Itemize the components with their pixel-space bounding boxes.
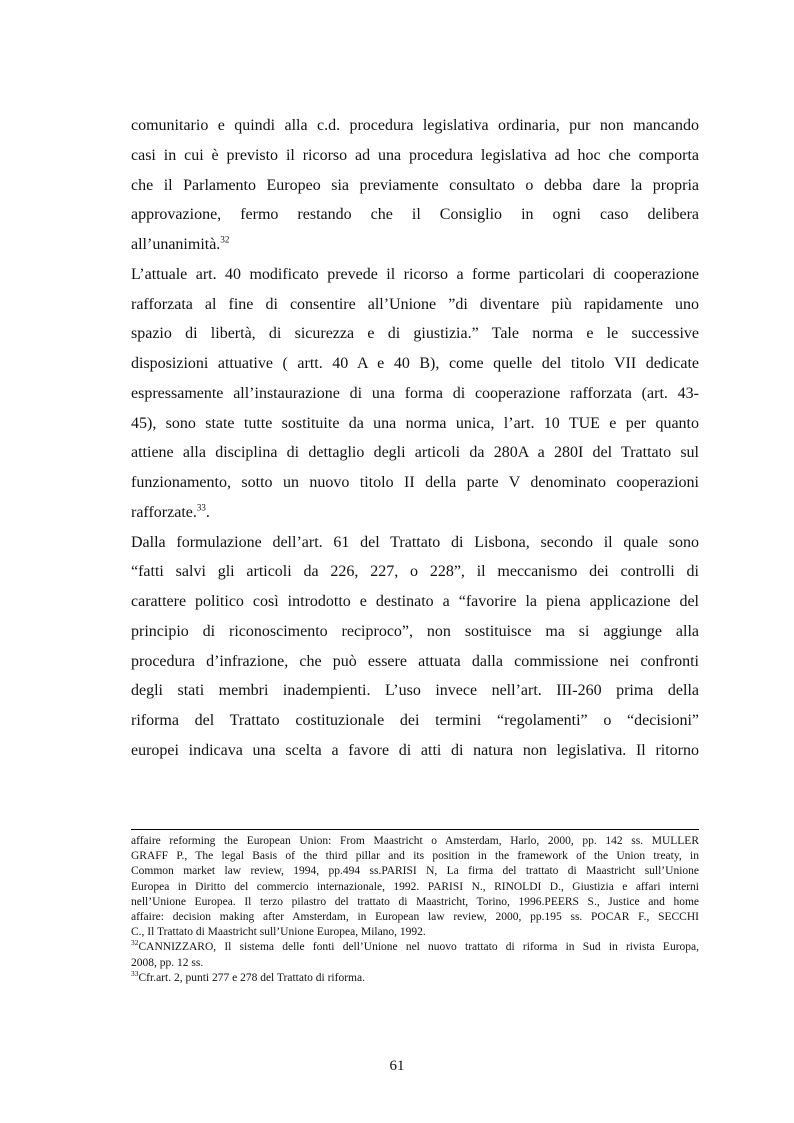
text-fragment: all’unanimità. bbox=[131, 236, 221, 253]
page-number: 61 bbox=[389, 1058, 405, 1074]
footnote-line: C., Il Trattato di Maastricht sull’Unione Europea, Milano, 1992. bbox=[131, 926, 426, 939]
text-line: espressamente all’instaurazione di una forma di cooperazione rafforzata (art. 43- bbox=[131, 384, 699, 402]
footnote-line: affaire: decision making after Amsterdam, in European law review, 2000, pp.195 ss. POCAR F., SECCHI bbox=[131, 911, 699, 924]
footnote-line: 2008, pp. 12 ss. bbox=[131, 956, 204, 969]
footnote-number: 33 bbox=[131, 969, 139, 978]
text-line: Dalla formulazione dell’art. 61 del Trattato di Lisbona, secondo il quale sono bbox=[131, 533, 699, 551]
text-line bbox=[131, 498, 699, 528]
text-fragment: rafforzate. bbox=[131, 503, 197, 521]
text-line: comunitario e quindi alla c.d. procedura legislativa ordinaria, pur non mancando bbox=[131, 117, 699, 134]
text-line: rafforzata al fine di consentire all’Unione ”di diventare più rapidamente uno bbox=[131, 295, 699, 313]
footnote-separator bbox=[131, 829, 699, 830]
footnotes bbox=[131, 834, 699, 986]
text-line: riforma del Trattato costituzionale dei termini “regolamenti” o “decisioni” bbox=[131, 712, 699, 729]
text-line: funzionamento, sotto un nuovo titolo II della parte V denominato cooperazioni bbox=[131, 474, 699, 491]
footnote-line: Common market law review, 1994, pp.494 ss.PARISI N, La firma del trattato di Maastricht sull’Unione bbox=[131, 865, 699, 878]
main-text bbox=[131, 111, 699, 766]
text-line: approvazione, fermo restando che il Consiglio in ogni caso delibera bbox=[131, 206, 699, 224]
footnote-line: nell’Unione Europea. Il terzo pilastro del trattato di Maastricht, Torino, 1996.PEERS S., Justice and home bbox=[131, 895, 699, 908]
footnote-32 bbox=[131, 940, 699, 955]
text-line: “fatti salvi gli articoli da 226, 227, o 228”, il meccanismo dei controlli di bbox=[131, 563, 699, 581]
footnote-line: GRAFF P., The legal Basis of the third pillar and its position in the framework of the Union treaty, in bbox=[131, 850, 699, 863]
footnote-text: Cfr.art. 2, punti 277 e 278 del Trattato di riforma. bbox=[138, 971, 365, 984]
text-fragment: . bbox=[205, 503, 210, 521]
footnote-33 bbox=[131, 971, 699, 986]
text-line: principio di riconoscimento reciproco”, non sostituisce ma si aggiunge alla bbox=[131, 622, 699, 640]
footnote-line: affaire reforming the European Union: From Maastricht o Amsterdam, Harlo, 2000, pp. 142 ss. MULLER bbox=[131, 835, 699, 847]
text-line: 45), sono state tutte sostituite da una norma unica, l’art. 10 TUE e per quanto bbox=[131, 414, 699, 432]
text-line bbox=[131, 230, 699, 260]
text-line: disposizioni attuative ( artt. 40 A e 40 B), come quelle del titolo VII dedicate bbox=[131, 355, 699, 372]
text-line: degli stati membri inadempienti. L’uso invece nell’art. III-260 prima della bbox=[131, 682, 699, 700]
text-line: attiene alla disciplina di dettaglio degli articoli da 280A a 280I del Trattato sul bbox=[131, 444, 699, 462]
text-line: spazio di libertà, di sicurezza e di giustizia.” Tale norma e le successive bbox=[131, 325, 699, 343]
text-line: che il Parlamento Europeo sia previamente consultato o debba dare la propria bbox=[131, 176, 699, 194]
footnote-ref-33[interactable]: 33 bbox=[196, 502, 206, 513]
text-line: procedura d’infrazione, che può essere attuata dalla commissione nei confronti bbox=[131, 652, 699, 670]
text-line: carattere politico così introdotto e destinato a “favorire la piena applicazione del bbox=[131, 593, 699, 610]
text-line: casi in cui è previsto il ricorso ad una procedura legislativa ad hoc che comporta bbox=[131, 146, 699, 164]
footnote-line: Europea in Diritto del commercio internazionale, 1992. PARISI N., RINOLDI D., Giustizia e affari interni bbox=[131, 880, 699, 893]
footnote-text: CANNIZZARO, Il sistema delle fonti dell’Unione nel nuovo trattato di riforma in Sud in rivista Europa, bbox=[138, 941, 699, 954]
footnote-ref-32[interactable]: 32 bbox=[220, 234, 230, 245]
footnote-number: 32 bbox=[131, 938, 139, 948]
text-line: europei indicava una scelta a favore di atti di natura non legislativa. Il ritorno bbox=[131, 741, 699, 759]
text-line: L’attuale art. 40 modificato prevede il ricorso a forme particolari di cooperazione bbox=[131, 265, 699, 283]
